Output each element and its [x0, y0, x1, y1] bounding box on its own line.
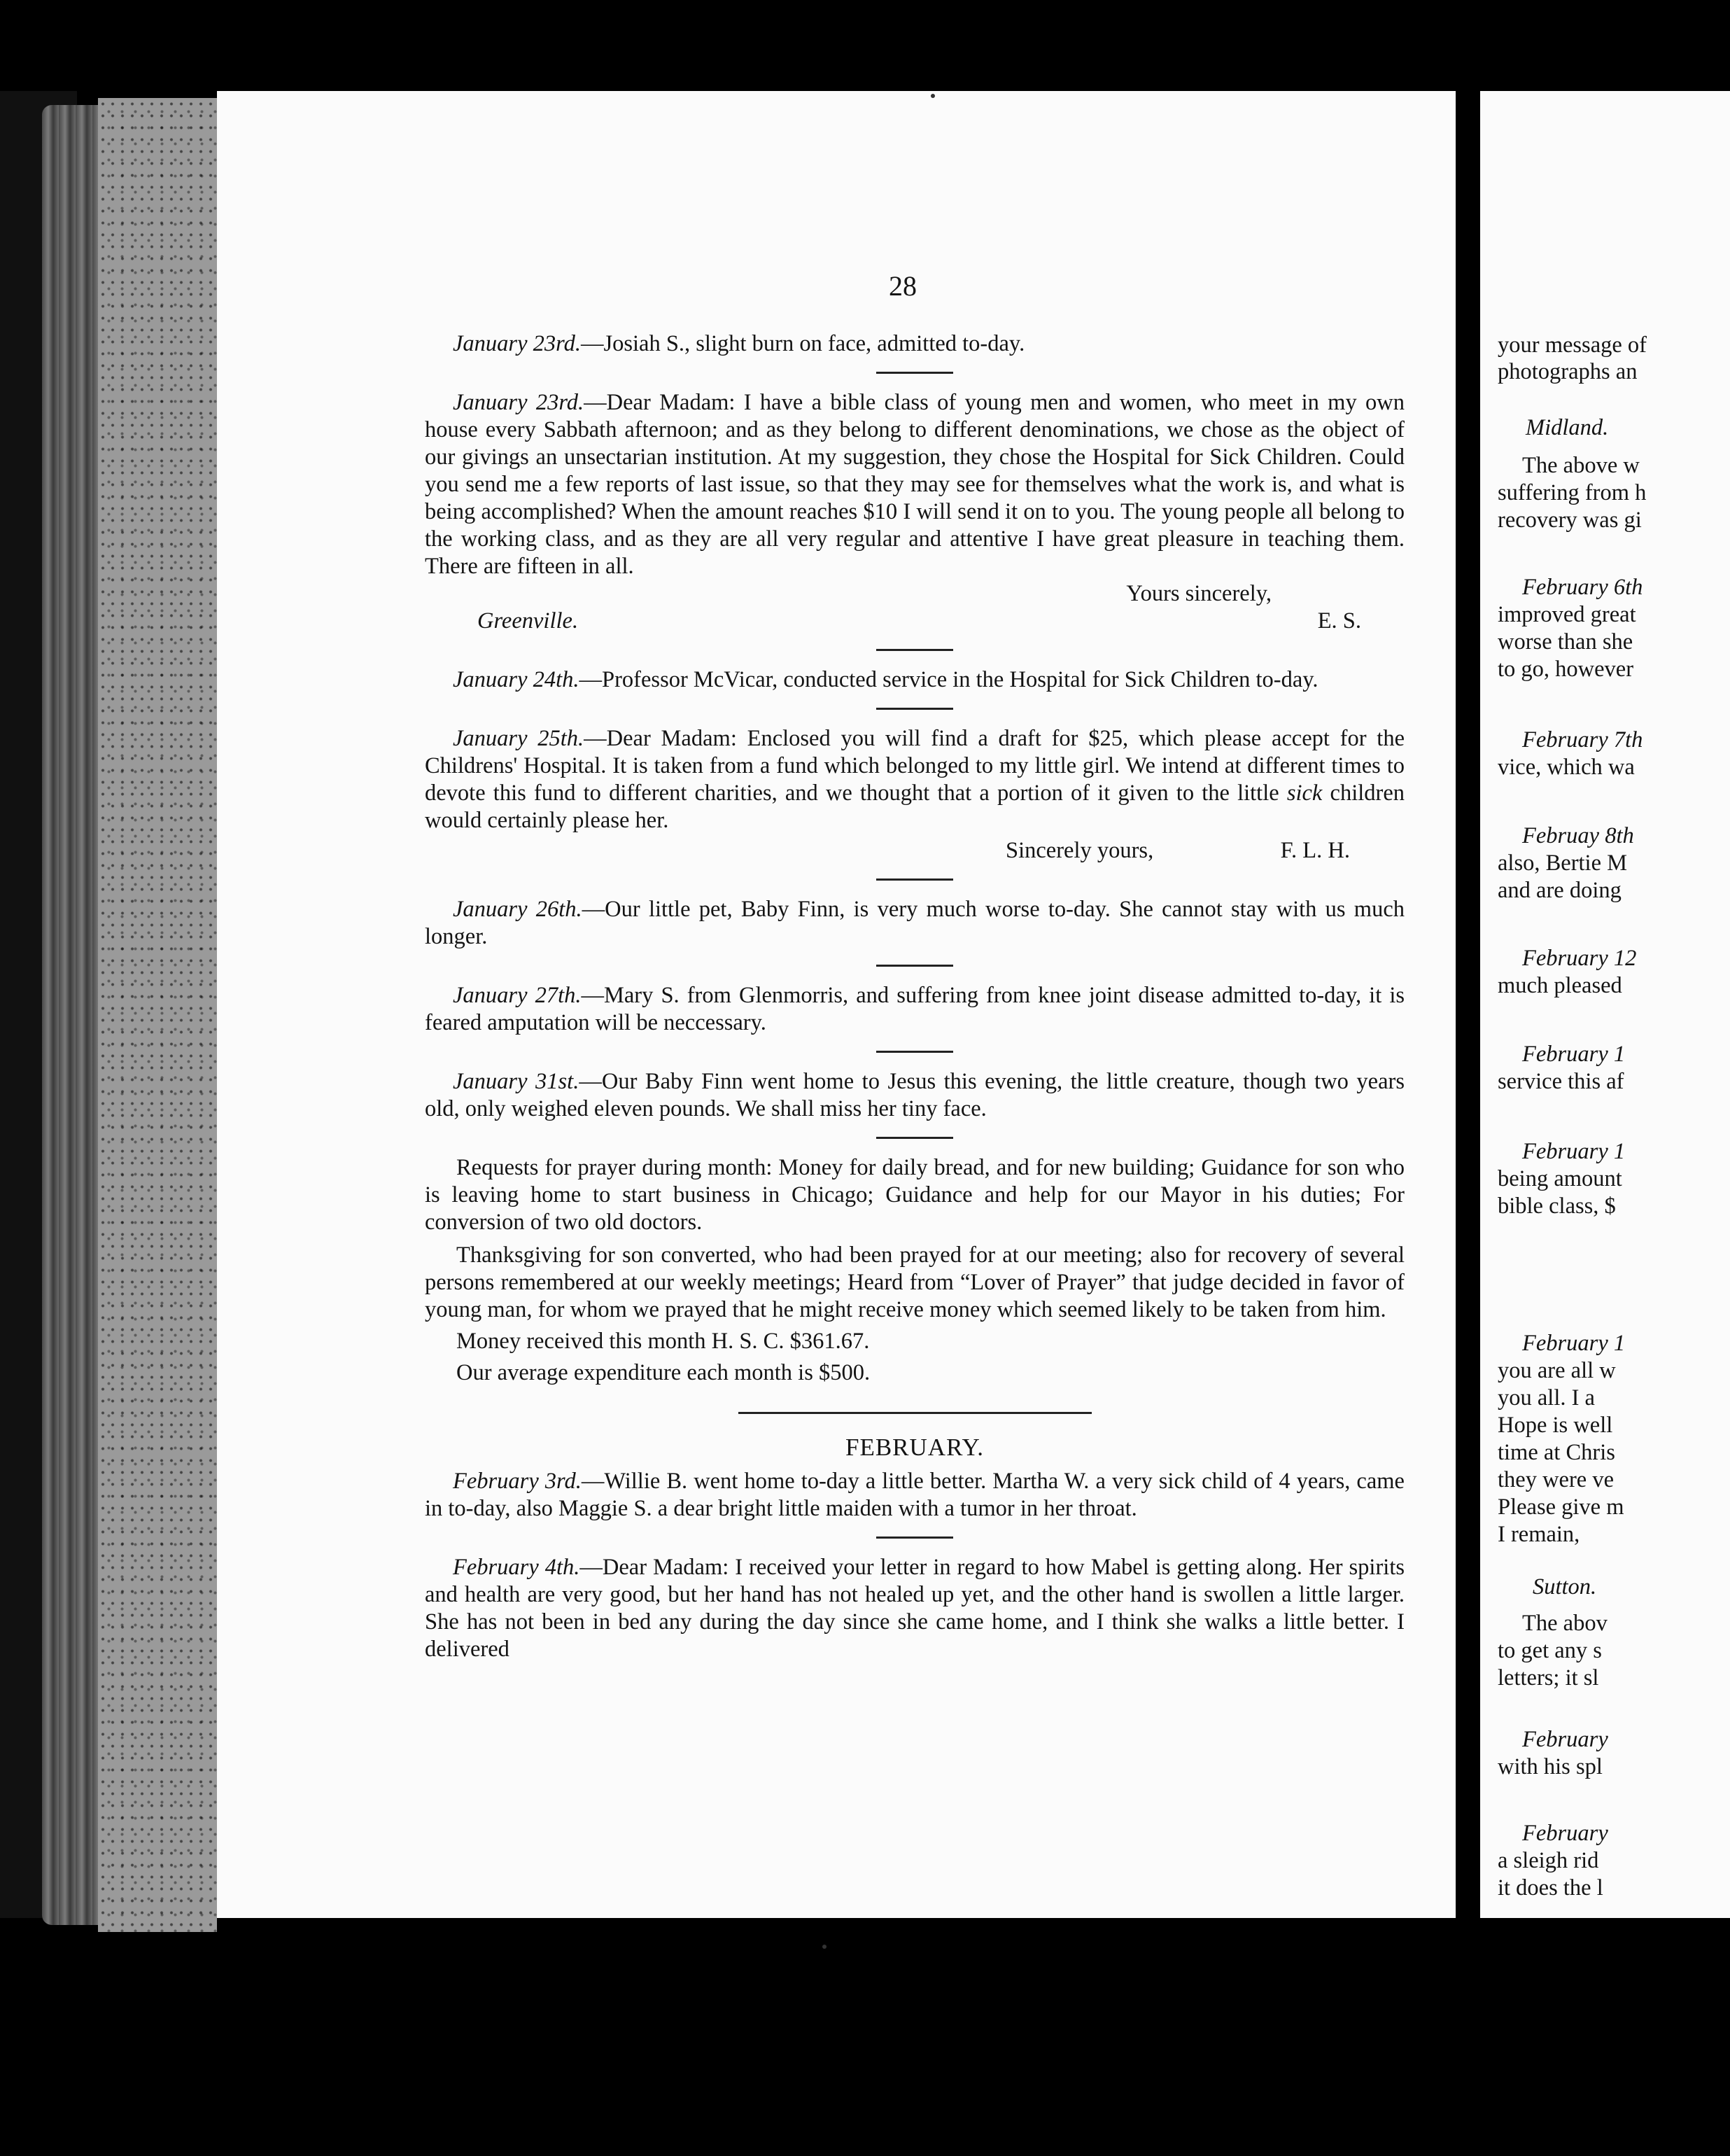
diary-entry	[425, 389, 1405, 580]
entry-text: children would certainly please her.	[425, 780, 1405, 833]
right-page-line: suffering from h	[1498, 480, 1647, 505]
diary-entry	[425, 330, 1405, 358]
section-divider	[876, 1051, 953, 1053]
right-page-line: February 1	[1522, 1042, 1626, 1067]
ink-mark	[931, 94, 935, 98]
emphasized-word: sick	[1286, 780, 1323, 806]
entry-date: January 27th.	[453, 983, 582, 1008]
right-page-line: February 1	[1522, 1331, 1626, 1356]
entry-text: —Josiah S., slight burn on face, admitted to-day.	[580, 331, 1025, 356]
place-name: Greenville.	[477, 608, 579, 634]
right-page-line: February	[1522, 1727, 1608, 1752]
entry-text: —Professor McVicar, conducted service in the Hospital for Sick Children to-day.	[579, 667, 1318, 692]
entry-date: January 26th.	[453, 897, 582, 922]
right-page-line: and are doing	[1498, 878, 1622, 903]
right-page-line: much pleased	[1498, 973, 1622, 998]
section-divider	[876, 708, 953, 710]
signature: E. S.	[1317, 608, 1361, 634]
diary-entry	[425, 1468, 1405, 1522]
right-page-line: bible class, $	[1498, 1194, 1616, 1219]
signature: F. L. H.	[1280, 838, 1350, 863]
right-page-line: vice, which wa	[1498, 755, 1635, 780]
section-divider	[876, 1137, 953, 1139]
right-page-line: it does the l	[1498, 1875, 1603, 1900]
right-page-line: photographs an	[1498, 359, 1638, 384]
diary-entry	[425, 1068, 1405, 1123]
money-received: Money received this month H. S. C. $361.67.	[456, 1329, 870, 1354]
right-page-line: they were ve	[1498, 1467, 1615, 1492]
entry-text: —Our little pet, Baby Finn, is very much worse to-day. She cannot stay with us much longer.	[425, 897, 1405, 949]
right-page-line: also, Bertie M	[1498, 850, 1628, 876]
entry-text: —Our Baby Finn went home to Jesus this evening, the little creature, though two years old, only weighed eleven pounds. We shall miss her tiny face.	[425, 1069, 1405, 1121]
right-page-line: improved great	[1498, 602, 1636, 627]
right-page-line: worse than she	[1498, 629, 1633, 654]
diary-entry	[425, 725, 1405, 834]
page-number: 28	[889, 270, 917, 302]
right-page-line: Sutton.	[1533, 1574, 1597, 1600]
right-page-line: a sleigh rid	[1498, 1848, 1599, 1873]
entry-date: February 3rd.	[453, 1469, 582, 1494]
entry-date: January 24th.	[453, 667, 579, 692]
right-page-line: you are all w	[1498, 1358, 1616, 1383]
right-page-line: Please give m	[1498, 1494, 1624, 1520]
right-page-line: February 1	[1522, 1139, 1626, 1164]
month-divider	[738, 1412, 1092, 1414]
entry-text: —Willie B. went home to-day a little better. Martha W. a very sick child of 4 years, came in to-day, also Maggie S. a dear bright little maiden with a tumor in her throat.	[425, 1469, 1405, 1521]
section-divider	[876, 965, 953, 967]
right-page-line: to get any s	[1498, 1638, 1602, 1663]
text-column	[425, 330, 1405, 1663]
right-page-line: The above w	[1522, 453, 1640, 478]
diary-entry	[425, 896, 1405, 951]
right-page-line: service this af	[1498, 1069, 1624, 1094]
average-expenditure: Our average expenditure each month is $500.	[456, 1360, 871, 1385]
entry-text: —Dear Madam: I received your letter in regard to how Mabel is getting along. Her spirits and health are very good, but her hand has not healed up yet, and the other hand is swollen a little larger. She has not been in bed any during the day since she came home, and I think she walks a little better. I delivered	[425, 1555, 1405, 1662]
entry-text: —Dear Madam: I have a bible class of young men and women, who meet in my own house every Sabbath afternoon; and as they belong to different denominations, we chose as the object of our givings an unsectarian institution. At my suggestion, they chose the Hospital for Sick Children. Could you send me a few reports of last issue, so that they may see for themselves what the work is, and what is being accomplished? When the amount reaches $10 I will send it on to you. The young people all belong to the working class, and as they are all very regular and attentive I have great pleasure in teaching them. There are fifteen in all.	[425, 390, 1405, 579]
closing-phrase: Sincerely yours,	[1006, 838, 1154, 863]
section-divider	[876, 649, 953, 651]
right-page-line: with his spl	[1498, 1754, 1603, 1779]
section-divider	[876, 372, 953, 374]
entry-text: —Dear Madam: Enclosed you will find a draft for $25, which please accept for the Childrens' Hospital. It is taken from a fund which belonged to my little girl. We intend at different times to devote this fund to different charities, and we thought that a portion of it given to the little	[425, 726, 1405, 806]
letter-signature	[425, 608, 1405, 635]
prayer-requests: Requests for prayer during month: Money for daily bread, and for new building; Guidance for son who is leaving home to start business in Chicago; Guidance and help for our Mayor in his duties; For conversion of two old doctors.	[425, 1155, 1405, 1235]
right-page-line: to go, however	[1498, 657, 1634, 682]
entry-date: January 25th.	[453, 726, 584, 751]
section-divider	[876, 1536, 953, 1539]
letter-closing	[425, 580, 1405, 608]
right-page-line: February 12	[1522, 946, 1637, 971]
entry-date: January 31st.	[453, 1069, 579, 1094]
ink-mark	[822, 1945, 827, 1949]
letter-signature	[425, 837, 1405, 864]
diary-entry	[425, 982, 1405, 1037]
right-page-line: Midland.	[1526, 415, 1609, 440]
right-page-line: Februay 8th	[1522, 823, 1634, 848]
right-page-line: Hope is well	[1498, 1413, 1613, 1438]
thanksgiving-paragraph: Thanksgiving for son converted, who had been prayed for at our meeting; also for recovery of several persons remembered at our weekly meetings; Heard from “Lover of Prayer” that judge decided in favor of young man, for whom we prayed that he might receive money which seemed likely to be taken from him.	[425, 1242, 1405, 1322]
section-divider	[876, 878, 953, 881]
right-page-line: February 7th	[1522, 727, 1643, 752]
entry-date: January 23rd.	[453, 331, 581, 356]
diary-entry	[425, 1554, 1405, 1663]
right-page-line: February 6th	[1522, 575, 1643, 600]
entry-date: January 23rd.	[453, 390, 584, 415]
right-page-line: being amount	[1498, 1166, 1622, 1191]
right-page-line: time at Chris	[1498, 1440, 1615, 1465]
diary-entry	[425, 666, 1405, 694]
page-edge-speckle	[98, 98, 217, 1932]
month-heading: FEBRUARY.	[845, 1434, 984, 1461]
right-page-line: February	[1522, 1821, 1608, 1846]
entry-date: February 4th.	[453, 1555, 580, 1580]
right-page-line: recovery was gi	[1498, 507, 1642, 533]
right-page-line: The abov	[1522, 1611, 1608, 1636]
closing-phrase: Yours sincerely,	[1126, 581, 1272, 606]
right-page-line: I remain,	[1498, 1522, 1580, 1547]
right-page-line: you all. I a	[1498, 1385, 1595, 1410]
right-page-line: your message of	[1498, 332, 1647, 358]
right-page-line: letters; it sl	[1498, 1665, 1599, 1690]
entry-text: —Mary S. from Glenmorris, and suffering from knee joint disease admitted to-day, it is feared amputation will be neccessary.	[425, 983, 1405, 1035]
